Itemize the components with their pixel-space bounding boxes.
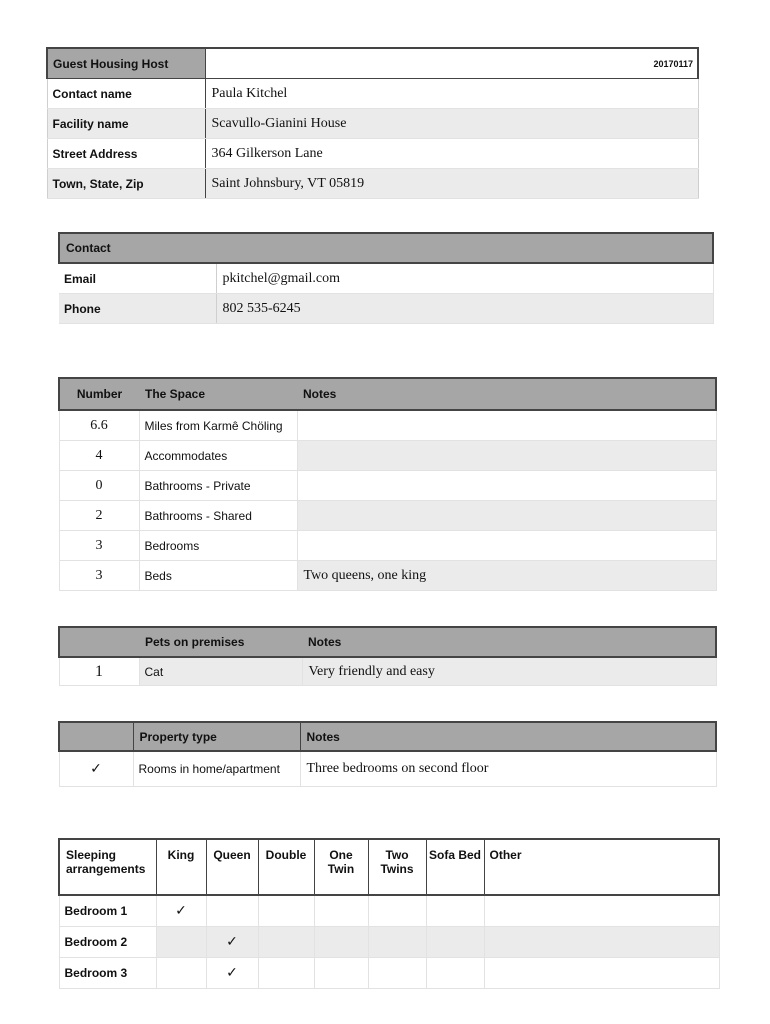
space-row — [59, 501, 716, 531]
host-row-label: Town, State, Zip — [47, 169, 205, 199]
bedroom-label: Bedroom 2 — [59, 927, 156, 958]
pets-label: Cat — [139, 657, 302, 686]
space-notes — [297, 471, 716, 501]
sleeping-header-king: King — [156, 839, 206, 895]
host-row — [47, 109, 698, 139]
contact-row-label: Email — [59, 263, 216, 294]
bed-cell — [258, 895, 314, 927]
bed-cell — [314, 895, 368, 927]
sleeping-row — [59, 927, 719, 958]
host-row-value: 364 Gilkerson Lane — [205, 139, 698, 169]
bed-cell — [368, 958, 426, 989]
bed-cell — [368, 927, 426, 958]
sleeping-row — [59, 958, 719, 989]
space-header-number: Number — [59, 378, 139, 410]
host-header-row — [47, 48, 698, 79]
bed-cell — [426, 927, 484, 958]
host-row — [47, 79, 698, 109]
host-row-label: Contact name — [47, 79, 205, 109]
bed-cell — [314, 958, 368, 989]
contact-row-label: Phone — [59, 294, 216, 324]
space-row — [59, 471, 716, 501]
bed-cell — [426, 895, 484, 927]
space-notes: Two queens, one king — [297, 561, 716, 591]
sleeping-header-one-twin: One Twin — [314, 839, 368, 895]
pets-header-notes: Notes — [302, 627, 716, 657]
bed-cell — [314, 927, 368, 958]
property-header-notes: Notes — [300, 722, 716, 751]
host-table — [46, 47, 699, 199]
sleeping-header-arrangements: Sleeping arrangements — [59, 839, 156, 895]
host-row — [47, 169, 698, 199]
contact-header-row — [59, 233, 713, 263]
bed-cell — [258, 958, 314, 989]
space-notes — [297, 441, 716, 471]
pets-row — [59, 657, 716, 686]
space-row — [59, 561, 716, 591]
host-row-value: Saint Johnsbury, VT 05819 — [205, 169, 698, 199]
pets-header-pets: Pets on premises — [139, 627, 302, 657]
sleeping-header-row — [59, 839, 719, 895]
space-notes — [297, 410, 716, 441]
host-id: 20170117 — [205, 48, 698, 79]
space-notes — [297, 531, 716, 561]
space-row — [59, 410, 716, 441]
space-number: 6.6 — [59, 410, 139, 441]
sleeping-header-sofa-bed: Sofa Bed — [426, 839, 484, 895]
bedroom-label: Bedroom 1 — [59, 895, 156, 927]
space-table — [58, 377, 717, 591]
sleeping-header-two-twins: Two Twins — [368, 839, 426, 895]
property-notes: Three bedrooms on second floor — [300, 751, 716, 787]
contact-row — [59, 263, 713, 294]
space-number: 3 — [59, 561, 139, 591]
contact-phone: 802 535-6245 — [216, 294, 713, 324]
contact-table — [58, 232, 714, 324]
property-header-type: Property type — [133, 722, 300, 751]
sleeping-header-queen: Queen — [206, 839, 258, 895]
space-notes — [297, 501, 716, 531]
host-row — [47, 139, 698, 169]
property-type: Rooms in home/apartment — [133, 751, 300, 787]
host-row-value: Scavullo-Gianini House — [205, 109, 698, 139]
space-row — [59, 531, 716, 561]
contact-email[interactable]: pkitchel@gmail.com — [216, 263, 713, 294]
space-label: Bedrooms — [139, 531, 297, 561]
space-label: Bathrooms - Private — [139, 471, 297, 501]
checkmark-icon: ✓ — [206, 958, 258, 989]
space-header-row — [59, 378, 716, 410]
space-number: 0 — [59, 471, 139, 501]
bed-cell — [368, 895, 426, 927]
bed-cell — [156, 958, 206, 989]
property-table — [58, 721, 717, 787]
host-row-value: Paula Kitchel — [205, 79, 698, 109]
host-row-label: Facility name — [47, 109, 205, 139]
space-number: 2 — [59, 501, 139, 531]
property-row — [59, 751, 716, 787]
sleeping-header-double: Double — [258, 839, 314, 895]
bed-other — [484, 927, 719, 958]
space-number: 4 — [59, 441, 139, 471]
bed-cell — [156, 927, 206, 958]
space-header-notes: Notes — [297, 378, 716, 410]
space-number: 3 — [59, 531, 139, 561]
pets-header-row — [59, 627, 716, 657]
space-label: Accommodates — [139, 441, 297, 471]
bed-cell — [426, 958, 484, 989]
sleeping-row — [59, 895, 719, 927]
checkmark-icon: ✓ — [156, 895, 206, 927]
bedroom-label: Bedroom 3 — [59, 958, 156, 989]
host-row-label: Street Address — [47, 139, 205, 169]
pets-notes: Very friendly and easy — [302, 657, 716, 686]
space-label: Beds — [139, 561, 297, 591]
sleeping-header-other: Other — [484, 839, 719, 895]
property-header-blank — [59, 722, 133, 751]
property-header-row — [59, 722, 716, 751]
space-row — [59, 441, 716, 471]
contact-row — [59, 294, 713, 324]
bed-cell — [258, 927, 314, 958]
bed-cell — [206, 895, 258, 927]
pets-header-blank — [59, 627, 139, 657]
space-header-space: The Space — [139, 378, 297, 410]
contact-header: Contact — [59, 233, 713, 263]
pets-number: 1 — [59, 657, 139, 686]
checkmark-icon: ✓ — [206, 927, 258, 958]
space-label: Miles from Karmê Chöling — [139, 410, 297, 441]
sleeping-table — [58, 838, 720, 989]
bed-other — [484, 895, 719, 927]
bed-other — [484, 958, 719, 989]
space-label: Bathrooms - Shared — [139, 501, 297, 531]
checkmark-icon: ✓ — [59, 751, 133, 787]
host-label: Guest Housing Host — [47, 48, 205, 79]
pets-table — [58, 626, 717, 686]
